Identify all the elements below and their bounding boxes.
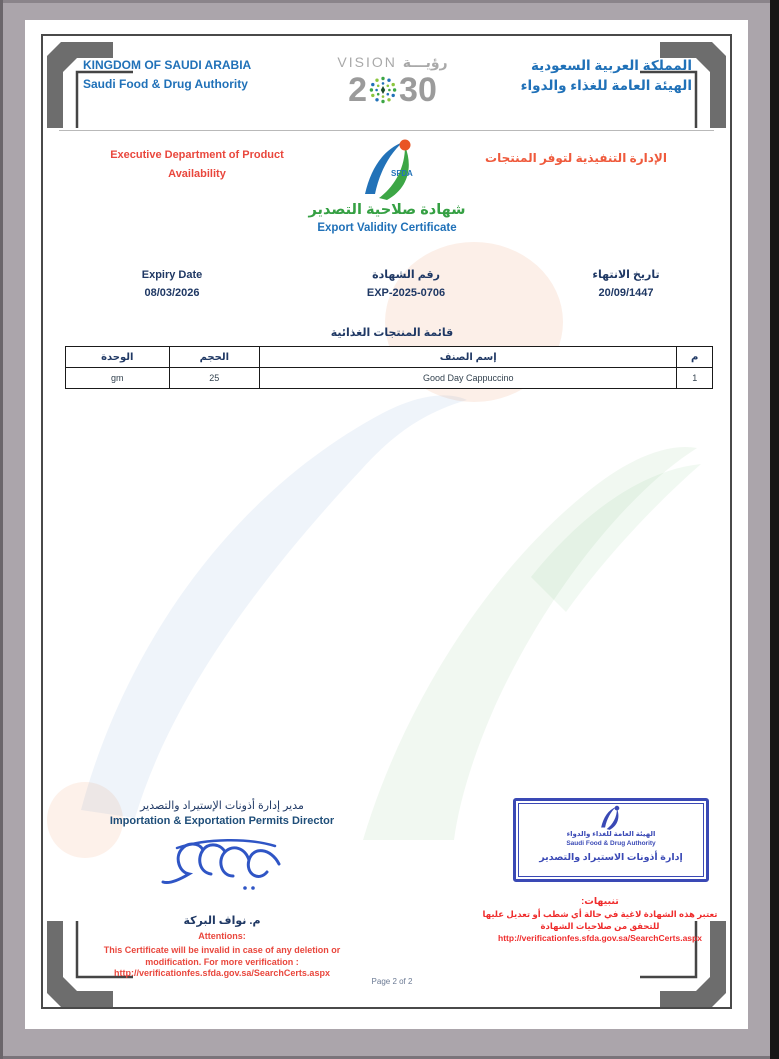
cell-index: 1 (677, 368, 713, 389)
header-en (83, 56, 323, 93)
authority-title-en: Saudi Food & Drug Authority (83, 76, 248, 91)
verification-url-ar: http://verificationfes.sfda.gov.sa/SearchCerts.aspx (498, 933, 702, 943)
kingdom-title-en: KINGDOM OF SAUDI ARABIA (83, 58, 252, 72)
table-row (66, 368, 713, 389)
certificate-title-ar: شهادة صلاحية التصدير (308, 202, 466, 218)
official-stamp (513, 798, 709, 882)
stamp-org-ar: الهيئة العامة للغذاء والدواء (566, 831, 656, 838)
certificate-number-value: EXP-2025-0706 (366, 287, 446, 300)
page-number: Page 2 of 2 (371, 977, 413, 986)
sfda-logo-icon (347, 138, 433, 202)
col-item-name: إسم الصنف (260, 347, 677, 368)
certificate-page (25, 20, 748, 1029)
sfda-acronym: SFDA (391, 169, 413, 178)
vision-2030-digits: 2 30 (348, 71, 437, 109)
window-edge-strip (770, 0, 779, 1059)
attentions-heading-ar: تنبيهات: (581, 896, 619, 907)
expiry-date-value-ar: 20/09/1447 (598, 287, 654, 300)
products-table (65, 346, 713, 389)
vision-wordmark: VISION رؤيـــة (337, 54, 448, 70)
expiry-date-ar (541, 266, 711, 302)
signature-title-ar: مدير إدارة أذونات الإستيراد والتصدير (140, 800, 304, 812)
certificate-number (321, 266, 491, 302)
stamp-sfda-logo-icon (594, 805, 628, 831)
col-index: م (677, 347, 713, 368)
cell-unit: gm (66, 368, 170, 389)
expiry-date-en (87, 266, 257, 302)
stamp-department: إدارة أذونات الاستيراد والتصدير (539, 851, 683, 863)
cell-item-name: Good Day Cappuccino (260, 368, 677, 389)
header-divider (59, 130, 714, 131)
department-title-ar: الإدارة التنفيذية لتوفر المنتجات (485, 151, 667, 165)
signatory-name: م. نواف البركة (183, 915, 261, 927)
signature-title-en: Importation & Exportation Permits Director (109, 815, 335, 827)
header-ar (442, 56, 692, 97)
certificate-title-en: Export Validity Certificate (317, 222, 457, 234)
vision-emblem-icon (368, 75, 398, 105)
authority-title-ar: الهيئة العامة للغذاء والدواء (520, 78, 692, 94)
col-size: الحجم (169, 347, 260, 368)
verification-url-en: http://verificationfes.sfda.gov.sa/SearchCerts.aspx (114, 968, 330, 978)
expiry-date-value-en: 08/03/2026 (144, 287, 200, 300)
department-title-en: Executive Department of Product Availability (110, 149, 284, 180)
col-unit: الوحدة (66, 347, 170, 368)
stamp-org-en: Saudi Food & Drug Authority (566, 839, 656, 847)
products-table-caption: قائمة المنتجات الغذائية (330, 327, 454, 339)
expiry-date-label-ar: تاريخ الانتهاء (592, 269, 660, 281)
expiry-date-label-en: Expiry Date (141, 269, 203, 281)
attentions-body-ar: تعتبر هذه الشهادة لاغية في حالة أي شطب أو تعديل عليها للتحقق من صلاحيات الشهادة (482, 909, 718, 931)
cell-size: 25 (169, 368, 260, 389)
attentions-body-en: This Certificate will be invalid in case of any deletion or modification. For more verification : (103, 945, 341, 968)
signature-icon (157, 838, 287, 900)
certificate-number-label: رقم الشهادة (372, 269, 440, 281)
products-header-row (66, 347, 713, 368)
kingdom-title-ar: المملكة العربية السعودية (530, 58, 692, 73)
attentions-heading-en: Attentions: (198, 931, 246, 941)
